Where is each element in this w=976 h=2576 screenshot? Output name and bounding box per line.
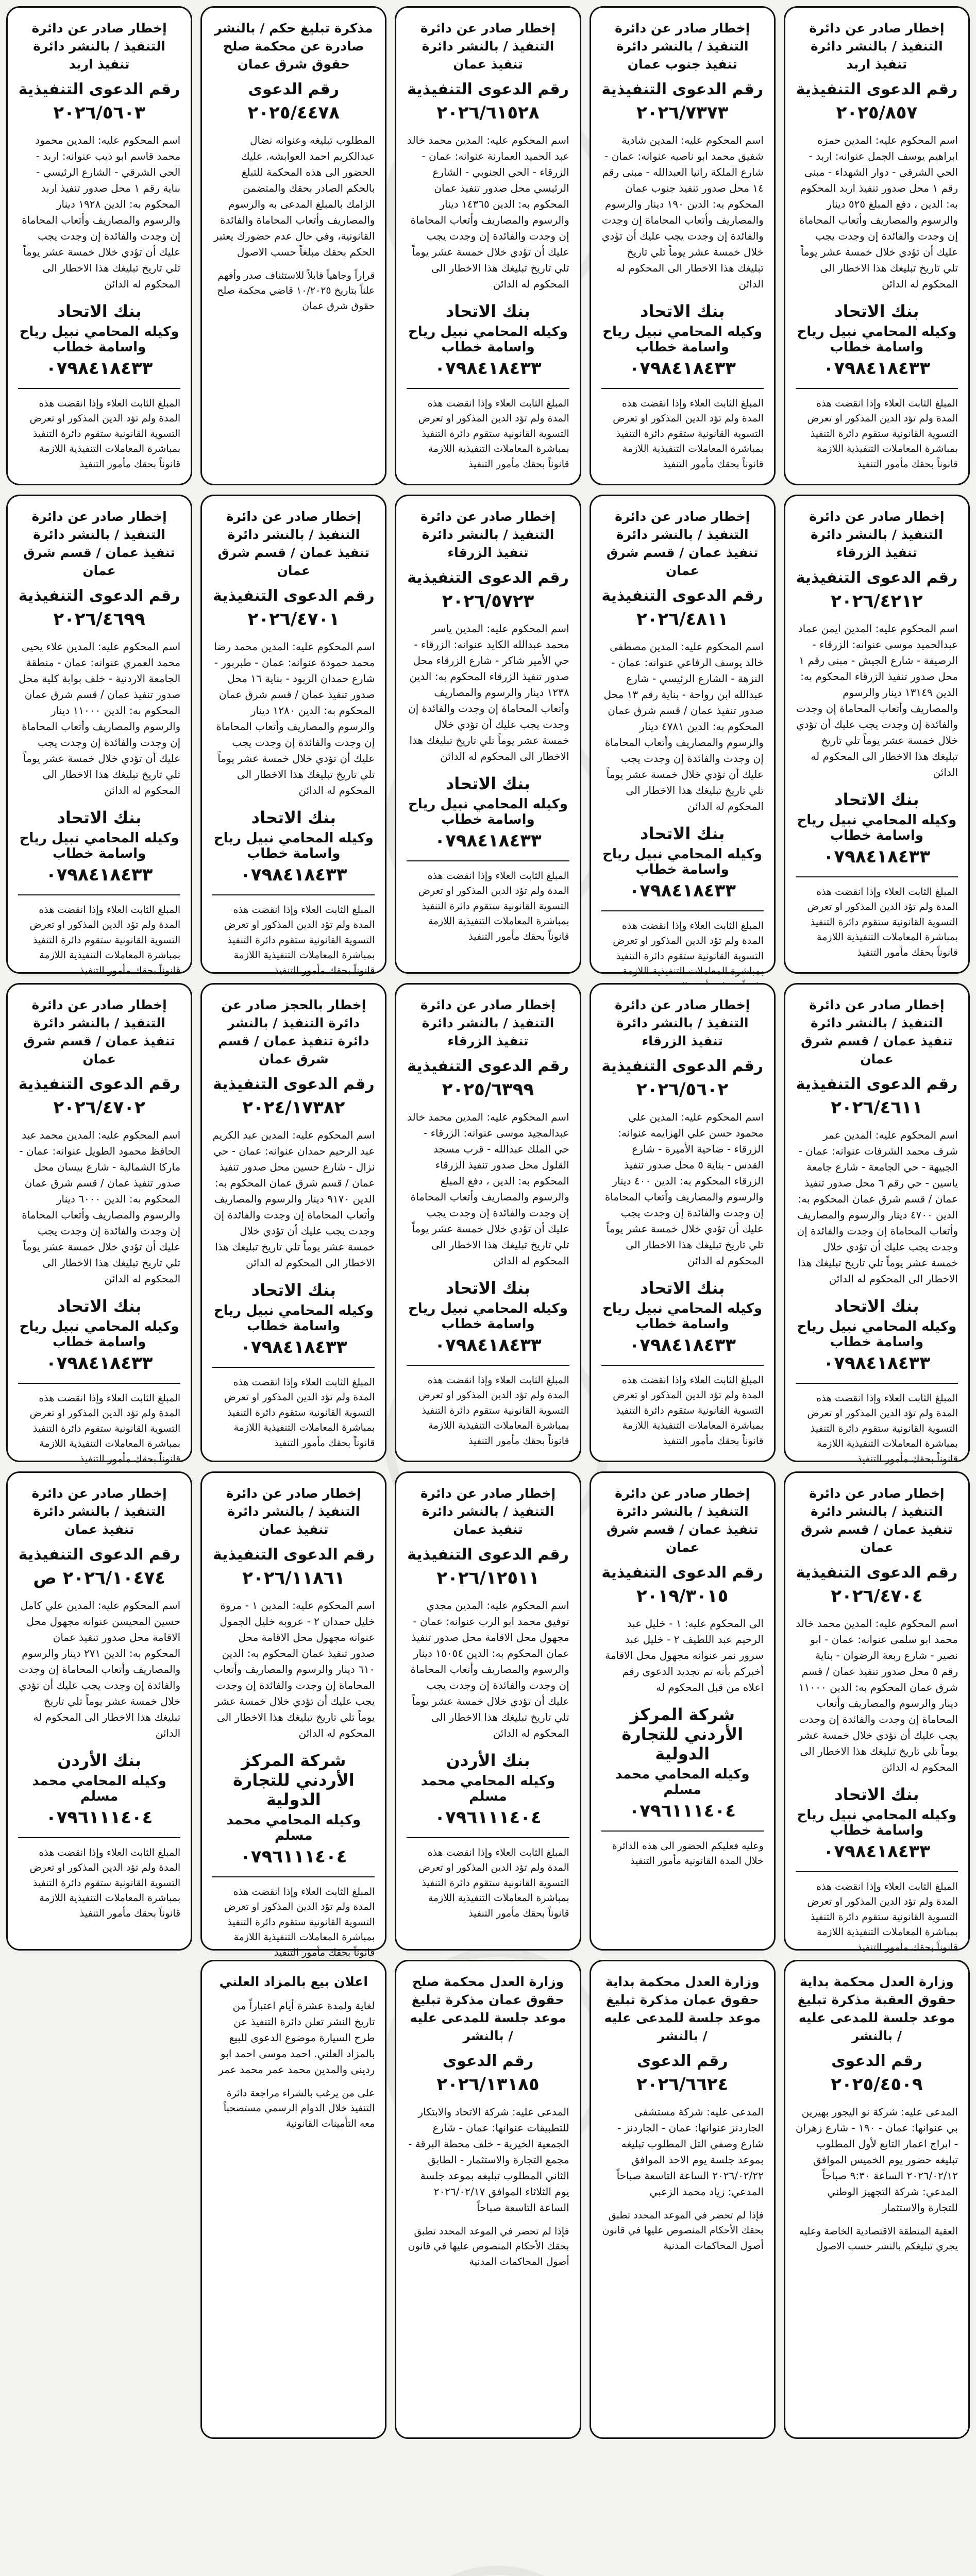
phone-number: ٠٧٩٦١١١٤٠٤: [45, 1807, 153, 1828]
notice-footer: قراراً وجاهياً قابلاً للاستئناف صدر وأفهم علناً بتاريخ ١٠/٢٠٢٥ قاضي محكمة صلح حقوق شرق عمان: [217, 270, 375, 312]
notice-header: إخطار صادر عن دائرة التنفيذ / بالنشر دائرة تنفيذ عمان / قسم شرق عمان: [606, 1486, 759, 1555]
creditor-name: بنك الأردن: [446, 1751, 530, 1770]
divider: [601, 1831, 764, 1832]
notice-body: اسم المحكوم عليه: المدين عمر شرف محمد الشرفات عنوانه: عمان - الجبيهة - حي الجامعة - شارع جامعة ياسين - حي رقم ٦ محل صدور تنفيذ عمان / قسم شرق عمان المحكوم به: الدين ٤٧٠٠ دينار والرسوم والمصاريف وأتعاب المحاماة إن وجدت والفائدة إن وجدت يجب عليك أن تؤدي خلال خمسة عشر يوماً تلي تاريخ تبليغك هذا الاخطار الى المحكوم له الدائن: [797, 1129, 958, 1285]
case-number: ٢٠٢٦/٥٦٠٢: [636, 1079, 729, 1100]
notice-box: [200, 495, 386, 974]
notice-box: [200, 1471, 386, 1958]
creditor-name: بنك الاتحاد: [834, 790, 919, 809]
creditor-name: بنك الاتحاد: [640, 301, 725, 321]
divider: [18, 388, 180, 389]
creditor-name: شركة المركز الأردني للتجارة الدولية: [621, 1705, 744, 1764]
notice-footer: على من يرغب بالشراء مراجعة دائرة التنفيذ خلال الدوام الرسمي مستصحباً معه التأمينات القانونية: [223, 2088, 375, 2129]
case-number: ٢٠٢٥/٤٥٠٩: [831, 2074, 923, 2095]
notice-body: اسم المحكوم عليه: المدين محمد خالد محمد ابو سلمى عنوانه: عمان - ابو نصير - شارع ربعة الرضوان - بناية رقم ٥ محل صدور تنفيذ عمان / قسم شرق عمان المحكوم به: الدين ١١٠٠٠ دينار والرسوم والمصاريف وأتعاب المحاماة إن وجدت والفائدة إن وجدت يجب عليك أن تؤدي خلال خمسة عشر يوماً تلي تاريخ تبليغك هذا الاخطار الى المحكوم له الدائن: [796, 1617, 958, 1773]
divider: [407, 1837, 569, 1838]
notice-header: إخطار صادر عن دائرة التنفيذ / بالنشر دائرة تنفيذ عمان / قسم شرق عمان: [801, 1486, 953, 1555]
phone-number: ٠٧٩٨٤١٨٤٣٣: [629, 880, 736, 901]
phone-number: ٠٧٩٨٤١٨٤٣٣: [823, 1353, 931, 1374]
divider: [407, 1365, 569, 1366]
divider: [601, 388, 764, 389]
creditor-name: بنك الاتحاد: [57, 1296, 142, 1316]
case-number: ٢٠٢٦/٦٦٢٤: [636, 2074, 729, 2095]
phone-number: ٠٧٩٨٤١٨٤٣٣: [823, 1841, 931, 1862]
case-number: ٢٠٢٦/٤٢١٢: [831, 591, 923, 612]
phone-number: ٠٧٩٨٤١٨٤٣٣: [823, 358, 931, 379]
notice-body: الى المحكوم عليه: ١ - خليل عبد الرحيم عبد اللطيف ٢ - خليل عبد سرور نمر عنوانه مجهول محل الاقامة أخبركم بأنه تم تجديد الدعوى رقم اعلاه من قبل المحكوم له: [605, 1617, 764, 1693]
phone-number: ٠٧٩٦١١١٤٠٤: [240, 1846, 347, 1867]
lawyer-name: وكيله المحامي محمد مسلم: [420, 1773, 556, 1804]
notice-header: إخطار صادر عن دائرة التنفيذ / بالنشر دائرة تنفيذ عمان / قسم شرق عمان: [217, 509, 370, 578]
case-number: ٢٠٢٦/٥٦٠٣: [53, 103, 145, 123]
creditor-name: بنك الاتحاد: [640, 1278, 725, 1298]
notice-subtitle: رقم الدعوى التنفيذية: [407, 1546, 569, 1564]
watermark-seal: [385, 2566, 610, 2576]
lawyer-name: وكيله المحامي نبيل رياح واسامة خطاب: [797, 812, 957, 843]
notice-box: [6, 6, 192, 485]
notice-body: اسم المحكوم عليه: المدين ايمن عماد عبدالحميد موسى عنوانه: الزرقاء - الرصيفة - شارع الجيش - مبنى رقم ١ محل صدور تنفيذ الزرقاء المحكوم به: الدين ١٣١٤٩ دينار والرسوم والمصاريف وأتعاب المحاماة إن وجدت والفائدة إن وجدت يجب عليك أن تؤدي خلال خمسة عشر يوماً تلي تاريخ تبليغك هذا الاخطار الى المحكوم له الدائن: [796, 622, 958, 778]
case-number: ٢٠٢٦/٤٨١١: [636, 609, 729, 630]
notice-header: إخطار بالحجز صادر عن دائرة التنفيذ / بالنشر دائرة تنفيذ عمان / قسم شرق عمان: [218, 997, 369, 1066]
notice-subtitle: رقم الدعوى التنفيذية: [212, 1546, 375, 1564]
notice-box: [590, 495, 776, 977]
notice-header: إخطار صادر عن دائرة التنفيذ / بالنشر دائرة تنفيذ اربد: [809, 21, 945, 72]
divider: [796, 1871, 958, 1872]
phone-number: ٠٧٩٨٤١٨٤٣٣: [45, 358, 153, 379]
notice-header: إخطار صادر عن دائرة التنفيذ / بالنشر دائرة تنفيذ عمان / قسم شرق عمان: [23, 509, 175, 578]
notice-header: إخطار صادر عن دائرة التنفيذ / بالنشر دائرة تنفيذ جنوب عمان: [615, 21, 750, 72]
notice-header: إخطار صادر عن دائرة التنفيذ / بالنشر دائرة تنفيذ عمان / قسم شرق عمان: [606, 509, 759, 578]
phone-number: ٠٧٩٨٤١٨٤٣٣: [45, 865, 153, 885]
notice-footer: المبلغ الثابت العلاء وإذا انقضت هذه المدة ولم تؤد الدين المذكور او تعرض التسوية القانونية ستقوم دائرة التنفيذ بمباشرة المعاملات التنفيذية اللازمة قانوناً بحقك مأمور التنفيذ: [418, 870, 569, 942]
notice-subtitle: رقم الدعوى التنفيذية: [18, 80, 180, 98]
notice-box: [200, 1960, 386, 2439]
notice-box: [784, 6, 970, 485]
divider: [18, 1383, 180, 1384]
phone-number: ٠٧٩٨٤١٨٤٣٣: [240, 1337, 347, 1358]
notice-header: إخطار صادر عن دائرة التنفيذ / بالنشر دائرة تنفيذ الزرقاء: [420, 509, 556, 560]
notice-box: [200, 6, 386, 485]
notice-header: إخطار صادر عن دائرة التنفيذ / بالنشر دائرة تنفيذ الزرقاء: [809, 509, 945, 560]
notice-body: اسم المحكوم عليه: المدين مجدي توفيق محمد ابو الرب عنوانه: عمان - مجهول محل الاقامة محل صدور تنفيذ عمان المحكوم به: الدين ١٥٠٥٤ دينار والرسوم والمصاريف وأتعاب المحاماة إن وجدت والفائدة إن وجدت يجب عليك أن تؤدي خلال خمسة عشر يوماً تلي تاريخ تبليغك هذا الاخطار الى المحكوم له الدائن: [410, 1599, 569, 1739]
notice-header: إخطار صادر عن دائرة التنفيذ / بالنشر دائرة تنفيذ عمان / قسم شرق عمان: [23, 997, 175, 1066]
phone-number: ٠٧٩٨٤١٨٤٣٣: [629, 1335, 736, 1355]
notice-header: إخطار صادر عن دائرة التنفيذ / بالنشر دائرة تنفيذ الزرقاء: [420, 997, 556, 1048]
notice-subtitle: رقم الدعوى: [636, 2052, 728, 2070]
notice-footer: المبلغ الثابت العلاء وإذا انقضت هذه المدة ولم تؤد الدين المذكور او تعرض التسوية القانونية ستقوم دائرة التنفيذ بمباشرة المعاملات التنفيذية اللازمة قانوناً بحقك مأمور التنفيذ: [224, 904, 375, 976]
phone-number: ٠٧٩٨٤١٨٤٣٣: [629, 358, 736, 379]
notice-footer: المبلغ الثابت العلاء وإذا انقضت هذه المدة ولم تؤد الدين المذكور او تعرض التسوية القانونية ستقوم دائرة التنفيذ بمباشرة المعاملات التنفيذية اللازمة قانوناً بحقك مأمور التنفيذ: [29, 1847, 181, 1919]
case-number: ٢٠٢٥/٤٤٧٨: [247, 103, 340, 123]
notice-footer: المبلغ الثابت العلاء وإذا انقضت هذه المدة ولم تؤد الدين المذكور او تعرض التسوية القانونية ستقوم دائرة التنفيذ بمباشرة المعاملات التنفيذية اللازمة قانوناً بحقك مأمور التنفيذ: [29, 398, 181, 470]
creditor-name: بنك الاتحاد: [251, 1280, 336, 1300]
creditor-name: بنك الاتحاد: [57, 301, 142, 321]
notice-footer: المبلغ الثابت العلاء وإذا انقضت هذه المدة ولم تؤد الدين المذكور او تعرض التسوية القانونية ستقوم دائرة التنفيذ بمباشرة المعاملات التنفيذية اللازمة قانوناً بحقك مأمور التنفيذ: [807, 886, 958, 958]
notice-footer: المبلغ الثابت العلاء وإذا انقضت هذه المدة ولم تؤد الدين المذكور او تعرض التسوية القانونية ستقوم دائرة التنفيذ بمباشرة المعاملات التنفيذية اللازمة قانوناً بحقك مأمور التنفيذ: [224, 1886, 375, 1958]
lawyer-name: وكيله المحامي نبيل رياح واسامة خطاب: [797, 1807, 957, 1838]
notice-subtitle: رقم الدعوى التنفيذية: [796, 569, 958, 587]
notice-footer: فإذا لم تحضر في الموعد المحدد تطبق بحقك الأحكام المنصوص عليها في قانون أصول المحاكمات المدنية: [602, 2210, 764, 2251]
notice-subtitle: رقم الدعوى التنفيذية: [18, 1546, 180, 1564]
divider: [601, 1365, 764, 1366]
notice-header: وزارة العدل محكمة بداية حقوق عمان مذكرة تبليغ موعد جلسة للمدعى عليه / بالنشر: [604, 1974, 761, 2043]
case-number: ٢٠٢٦/١١٨٦١: [242, 1568, 345, 1588]
notice-footer: العقبة المنطقة الاقتصادية الخاصة وعليه يجري تبليغكم بالنشر حسب الاصول: [799, 2226, 958, 2252]
phone-number: ٠٧٩٨٤١٨٤٣٣: [240, 865, 347, 885]
notice-subtitle: رقم الدعوى: [248, 80, 340, 98]
notice-body: لغاية ولمدة عشرة أيام اعتباراً من تاريخ النشر تعلن دائرة التنفيذ عن طرح السيارة موضوع الدعوى للبيع بالمزاد العلني. احمد موسى احمد ابو ردينى والمدين محمد عمر محمد عمر: [218, 1999, 375, 2076]
notice-header: إخطار صادر عن دائرة التنفيذ / بالنشر دائرة تنفيذ عمان / قسم شرق عمان: [801, 997, 953, 1066]
notice-footer: المبلغ الثابت العلاء وإذا انقضت هذه المدة ولم تؤد الدين المذكور او تعرض التسوية القانونية ستقوم دائرة التنفيذ بمباشرة المعاملات التنفيذية اللازمة قانوناً بحقك مأمور التنفيذ: [613, 398, 764, 470]
notice-subtitle: رقم الدعوى التنفيذية: [407, 80, 569, 98]
case-number: ٢٠٢٦/٤٧٠٢: [53, 1097, 145, 1118]
notice-body: اسم المحكوم عليه: المدين علي كامل حسين المحيسن عنوانه مجهول محل الاقامة محل صدور تنفيذ عمان المحكوم به: الدين ٢٧١ دينار والرسوم والمصاريف وأتعاب المحاماة إن وجدت والفائدة إن وجدت يجب عليك أن تؤدي خلال خمسة عشر يوماً تلي تاريخ تبليغك هذا الاخطار الى المحكوم له الدائن: [19, 1599, 181, 1739]
notice-subtitle: رقم الدعوى التنفيذية: [407, 1057, 569, 1075]
notice-box: [395, 983, 581, 1462]
divider: [796, 1383, 958, 1384]
notice-footer: المبلغ الثابت العلاء وإذا انقضت هذه المدة ولم تؤد الدين المذكور او تعرض التسوية القانونية ستقوم دائرة التنفيذ بمباشرة المعاملات التنفيذية اللازمة قانوناً بحقك مأمور التنفيذ: [29, 904, 181, 976]
notice-header: وزارة العدل محكمة صلح حقوق عمان مذكرة تبليغ موعد جلسة للمدعى عليه / بالنشر: [410, 1974, 566, 2043]
creditor-name: شركة المركز الأردني للتجارة الدولية: [232, 1751, 355, 1809]
notice-box: [590, 1471, 776, 1951]
creditor-name: بنك الاتحاد: [834, 1296, 919, 1316]
notice-subtitle: رقم الدعوى التنفيذية: [796, 1075, 958, 1093]
case-number: ٢٠٢٦/٤٦٩٩: [53, 609, 145, 630]
notice-body: اسم المحكوم عليه: المدين حمزه ابراهيم يوسف الجمل عنوانه: اربد - الحي الشرقي - دوار الشهداء - مبنى رقم ١ محل صدور تنفيذ اربد المحكوم به: الدين ، دفع المبلغ ٥٢٥ دينار والرسوم والمصاريف وأتعاب المحاماة إن وجدت والفائدة إن وجدت يجب عليك أن تؤدي خلال خمسة عشر يوماً تلي تاريخ تبليغك هذا الاخطار الى المحكوم له الدائن: [799, 134, 958, 290]
divider: [407, 388, 569, 389]
notice-body: اسم المحكوم عليه: المدين مصطفى خالد يوسف الرفاعي عنوانه: عمان - النزهة - الشارع الرئيسي - شارع عبدالله ابن رواحة - بناية رقم ١٣ محل صدور تنفيذ عمان / قسم شرق عمان المحكوم به: الدين ٤٧٨١ دينار والرسوم والمصاريف وأتعاب المحاماة إن وجدت والفائدة إن وجدت يجب عليك أن تؤدي خلال خمسة عشر يوماً تلي تاريخ تبليغك هذا الاخطار الى المحكوم له الدائن: [603, 640, 764, 812]
notice-header: وزارة العدل محكمة بداية حقوق العقبة مذكرة تبليغ موعد جلسة للمدعى عليه / بالنشر: [797, 1974, 956, 2043]
case-number: ٢٠٢٥/٨٥٧: [836, 103, 918, 123]
case-number: ٢٠٢٦/١٣١٨٥: [436, 2074, 540, 2095]
notice-subtitle: رقم الدعوى التنفيذية: [407, 569, 569, 587]
creditor-name: بنك الاتحاد: [445, 301, 531, 321]
lawyer-name: وكيله المحامي نبيل رياح واسامة خطاب: [797, 324, 957, 355]
notice-body: اسم المحكوم عليه: المدين محمد عبد الحافظ محمود الطويل عنوانه: عمان - ماركا الشمالية - شارع بيسان محل صدور تنفيذ عمان / قسم شرق عمان المحكوم به: الدين ٦٠٠٠ دينار والرسوم والمصاريف وأتعاب المحاماة إن وجدت والفائدة إن وجدت يجب عليك أن تؤدي خلال خمسة عشر يوماً تلي تاريخ تبليغك هذا الاخطار الى المحكوم له الدائن: [19, 1129, 181, 1285]
case-number: ٢٠١٩/٣٠١٥: [636, 1586, 729, 1606]
divider: [796, 876, 958, 877]
lawyer-name: وكيله المحامي نبيل رياح واسامة خطاب: [797, 1319, 957, 1350]
divider: [212, 1876, 375, 1877]
notice-subtitle: رقم الدعوى التنفيذية: [18, 1075, 180, 1093]
notice-subtitle: رقم الدعوى: [831, 2052, 922, 2070]
notice-box: [395, 1471, 581, 1951]
notice-subtitle: رقم الدعوى التنفيذية: [601, 80, 764, 98]
notice-subtitle: رقم الدعوى التنفيذية: [796, 80, 958, 98]
notice-body: اسم المحكوم عليه: المدين ياسر محمد عبدالله الكايد عنوانه: الزرقاء - حي الأمير شاكر - شارع الزرقاء محل صدور تنفيذ الزرقاء المحكوم به: الدين ١٢٣٨ دينار والرسوم والمصاريف وأتعاب المحاماة إن وجدت والفائدة إن وجدت يجب عليك أن تؤدي خلال خمسة عشر يوماً تلي تاريخ تبليغك هذا الاخطار الى المحكوم له الدائن: [408, 622, 569, 762]
lawyer-name: وكيله المحامي نبيل رياح واسامة خطاب: [602, 1301, 763, 1332]
notice-header: إخطار صادر عن دائرة التنفيذ / بالنشر دائرة تنفيذ عمان: [420, 1486, 556, 1537]
divider: [18, 1837, 180, 1838]
notice-header: مذكرة تبليغ حكم / بالنشر صادرة عن محكمة صلح حقوق شرق عمان: [214, 21, 373, 72]
lawyer-name: وكيله المحامي نبيل رياح واسامة خطاب: [408, 1301, 568, 1332]
creditor-name: بنك الأردن: [57, 1751, 142, 1770]
notice-body: اسم المحكوم عليه: المدين علاء يحيى محمد العمري عنوانه: عمان - منطقة الجامعة الاردنية - خلف بوابة كلية محل صدور تنفيذ عمان / قسم شرق عمان المحكوم به: الدين ١١٠٠٠ دينار والرسوم والمصاريف وأتعاب المحاماة إن وجدت والفائدة إن وجدت يجب عليك أن تؤدي خلال خمسة عشر يوماً تلي تاريخ تبليغك هذا الاخطار الى المحكوم له الدائن: [19, 640, 181, 796]
creditor-name: بنك الاتحاد: [57, 808, 142, 827]
creditor-name: بنك الاتحاد: [445, 1278, 531, 1298]
divider: [18, 894, 180, 895]
notice-footer: المبلغ الثابت العلاء وإذا انقضت هذه المدة ولم تؤد الدين المذكور او تعرض التسوية القانونية ستقوم دائرة التنفيذ بمباشرة المعاملات التنفيذية اللازمة قانوناً بحقك مأمور التنفيذ: [807, 1393, 958, 1465]
case-number: ٢٠٢٦/٥٧٢٣: [442, 591, 534, 612]
notice-subtitle: رقم الدعوى التنفيذية: [212, 1075, 375, 1093]
notice-footer: المبلغ الثابت العلاء وإذا انقضت هذه المدة ولم تؤد الدين المذكور او تعرض التسوية القانونية ستقوم دائرة التنفيذ بمباشرة المعاملات التنفيذية اللازمة قانوناً بحقك مأمور التنفيذ: [418, 1847, 569, 1919]
notice-body: المدعى عليه: شركة مستشفى الجاردنز عنوانها: عمان - الجاردنز - شارع وصفي التل المطلوب تبليغه بموعد جلسة يوم الاحد الموافق ٢٠٢٦/٠٢/٢٢ الساعة التاسعة صباحاً المدعي: زياد محمد الزعبي: [616, 2106, 764, 2198]
case-number: ٢٠٢٦/١٢٥١١: [436, 1568, 540, 1588]
phone-number: ٠٧٩٨٤١٨٤٣٣: [434, 358, 542, 379]
lawyer-name: وكيله المحامي نبيل رياح واسامة خطاب: [602, 324, 763, 355]
notice-body: المطلوب تبليغه وعنوانه نضال عبدالكريم احمد العوابشه. عليك الحضور الى هذه المحكمة للتبلغ بالحكم الصادر بحقك والمتضمن الزامك بالمبلغ المدعى به والرسوم والمصاريف وأتعاب المحاماة والفائدة القانونية، وفي حال عدم حضورك يعتبر الحكم بحقك مبلغاً حسب الاصول: [213, 134, 375, 258]
notice-box: [395, 495, 581, 974]
notice-subtitle: رقم الدعوى التنفيذية: [18, 587, 180, 605]
notice-header: إخطار صادر عن دائرة التنفيذ / بالنشر دائرة تنفيذ اربد: [31, 21, 167, 72]
divider: [407, 860, 569, 861]
phone-number: ٠٧٩٨٤١٨٤٣٣: [45, 1353, 153, 1374]
notice-footer: المبلغ الثابت العلاء وإذا انقضت هذه المدة ولم تؤد الدين المذكور او تعرض التسوية القانونية ستقوم دائرة التنفيذ بمباشرة المعاملات التنفيذية اللازمة قانوناً بحقك مأمور التنفيذ: [807, 398, 958, 470]
case-number: ٢٠٢٦/٤٧٠٤: [831, 1586, 923, 1606]
notice-header: إخطار صادر عن دائرة التنفيذ / بالنشر دائرة تنفيذ عمان: [226, 1486, 361, 1537]
creditor-name: بنك الاتحاد: [445, 774, 531, 793]
notice-body: اسم المحكوم عليه: المدين عبد الكريم عبد الرحيم حمدان عنوانه: عمان - حي نزال - شارع حسين محل صدور تنفيذ عمان / قسم شرق عمان المحكوم به: الدين ٩١٧٠ دينار والرسوم والمصاريف وأتعاب المحاماة إن وجدت والفائدة إن وجدت يجب عليك أن تؤدي خلال خمسة عشر يوماً تلي تاريخ تبليغك هذا الاخطار الى المحكوم له الدائن: [212, 1129, 375, 1269]
creditor-name: بنك الاتحاد: [834, 301, 919, 321]
case-number: ٢٠٢٦/١٠٤٧٤ ص: [33, 1568, 165, 1588]
notice-footer: المبلغ الثابت العلاء وإذا انقضت هذه المدة ولم تؤد الدين المذكور او تعرض التسوية القانونية ستقوم دائرة التنفيذ بمباشرة المعاملات التنفيذية اللازمة قانوناً بحقك مأمور التنفيذ: [807, 1881, 958, 1953]
notice-body: اسم المحكوم عليه: المدين محمد خالد عبد الحميد العمارنة عنوانه: عمان - الزرقاء - الحي الجنوبي - الشارع الرئيسي محل صدور تنفيذ عمان المحكوم به: الدين ١٤٣٦٥ دينار والرسوم والمصاريف وأتعاب المحاماة إن وجدت والفائدة إن وجدت يجب عليك أن تؤدي خلال خمسة عشر يوماً تلي تاريخ تبليغك هذا الاخطار الى المحكوم له الدائن: [407, 134, 569, 290]
notice-subtitle: رقم الدعوى التنفيذية: [601, 1564, 764, 1582]
notice-body: اسم المحكوم عليه: المدين محمود محمد قاسم ابو ذيب عنوانه: اربد - الحي الشرقي - الشارع الرئيسي - بناية رقم ١ محل صدور تنفيذ اربد المحكوم به: الدين ١٩٢٨ دينار والرسوم والمصاريف وأتعاب المحاماة إن وجدت والفائدة إن وجدت يجب عليك أن تؤدي خلال خمسة عشر يوماً تلي تاريخ تبليغك هذا الاخطار الى المحكوم له الدائن: [22, 134, 181, 290]
lawyer-name: وكيله المحامي محمد مسلم: [226, 1812, 361, 1843]
notice-box: [6, 1471, 192, 1951]
phone-number: ٠٧٩٦١١١٤٠٤: [434, 1807, 542, 1828]
case-number: ٢٠٢٦/٧٣٧٣: [636, 103, 729, 123]
notice-body: المدعى عليه: شركة الاتحاد والابتكار للتطبيقات عنوانها: عمان - شارع الجمعية الخيرية - خلف محطة البرقة - مجمع التجارة والاستثمار - الطابق الثاني المطلوب تبليغه بموعد جلسة يوم الثلاثاء الموافق ٢٠٢٦/٠٢/١٧ الساعة التاسعة صباحاً: [408, 2106, 569, 2214]
notice-box: [784, 1960, 970, 2439]
notice-body: اسم المحكوم عليه: المدين علي محمود حسن علي الهزايمه عنوانه: الزرقاء - ضاحية الأميرة - شارع القدس - بناية ٥ محل صدور تنفيذ الزرقاء المحكوم به: الدين ٤٠٠ دينار والرسوم والمصاريف وأتعاب المحاماة إن وجدت والفائدة إن وجدت يجب عليك أن تؤدي خلال خمسة عشر يوماً تلي تاريخ تبليغك هذا الاخطار الى المحكوم له الدائن: [604, 1111, 764, 1267]
notice-body: اسم المحكوم عليه: المدين شادية شفيق محمد ابو ناصيه عنوانه: عمان - شارع الملكة رانيا العبدالله - مبنى رقم ١٤ محل صدور تنفيذ جنوب عمان المحكوم به: الدين ١٩٠ دينار والرسوم والمصاريف وأتعاب المحاماة إن وجدت والفائدة إن وجدت يجب عليك أن تؤدي خلال خمسة عشر يوماً تلي تاريخ تبليغك هذا الاخطار الى المحكوم له الدائن: [601, 134, 764, 290]
notice-box: [784, 495, 970, 974]
lawyer-name: وكيله المحامي نبيل رياح واسامة خطاب: [408, 796, 568, 827]
notice-body: اسم المحكوم عليه: المدين محمد خالد عبدالمجيد موسى عنوانه: الزرقاء - حي الملك عبدالله - قرب مسجد القلول محل صدور تنفيذ الزرقاء المحكوم به: الدين ، دفع المبلغ والرسوم والمصاريف وأتعاب المحاماة إن وجدت والفائدة إن وجدت يجب عليك أن تؤدي خلال خمسة عشر يوماً تلي تاريخ تبليغك هذا الاخطار الى المحكوم له الدائن: [407, 1111, 569, 1267]
divider: [212, 1367, 375, 1368]
phone-number: ٠٧٩٨٤١٨٤٣٣: [823, 846, 931, 867]
notices-grid: [6, 6, 970, 2439]
case-number: ٢٠٢٦/٤٦١١: [831, 1097, 923, 1118]
phone-number: ٠٧٩٨٤١٨٤٣٣: [434, 831, 542, 851]
notice-body: المدعى عليه: شركة نو اليجور بهيرين بي عنوانها: عمان - ١٩٠ - شارع زهران - ابراج اعمار التابع لأول المطلوب تبليغه حضور يوم الخميس الموافق ٢٠٢٦/٠٢/١٢ الساعة ٩:٣٠ صباحاً المدعي: شركة التجهيز الوطني للتجارة والاستثمار: [795, 2106, 958, 2214]
notice-header: إخطار صادر عن دائرة التنفيذ / بالنشر دائرة تنفيذ الزرقاء: [615, 997, 750, 1048]
lawyer-name: وكيله المحامي نبيل رياح واسامة خطاب: [213, 1303, 374, 1334]
notice-box: [590, 1960, 776, 2439]
notice-subtitle: رقم الدعوى التنفيذية: [601, 1057, 764, 1075]
notice-footer: المبلغ الثابت العلاء وإذا انقضت هذه المدة ولم تؤد الدين المذكور او تعرض التسوية القانونية ستقوم دائرة التنفيذ بمباشرة المعاملات التنفيذية اللازمة قانوناً بحقك مأمور التنفيذ: [29, 1393, 181, 1465]
case-number: ٢٠٢٦/٦١٥٢٨: [436, 103, 540, 123]
notice-footer: المبلغ الثابت العلاء وإذا انقضت هذه المدة ولم تؤد الدين المذكور او تعرض التسوية القانونية ستقوم دائرة التنفيذ بمباشرة المعاملات التنفيذية اللازمة قانوناً بحقك مأمور التنفيذ: [613, 1375, 764, 1447]
notice-subtitle: رقم الدعوى التنفيذية: [796, 1564, 958, 1582]
notice-subtitle: رقم الدعوى التنفيذية: [601, 587, 764, 605]
notice-box: [395, 6, 581, 485]
notice-body: اسم المحكوم عليه: المدين ١ - مروة خليل حمدان ٢ - عروبه خليل الجمول عنوانه مجهول محل الاقامة محل صدور تنفيذ عمان المحكوم به: الدين ٦١٠ دينار والرسوم والمصاريف وأتعاب المحاماة إن وجدت والفائدة إن وجدت يجب عليك أن تؤدي خلال خمسة عشر يوماً تلي تاريخ تبليغك هذا الاخطار الى المحكوم له الدائن: [213, 1599, 375, 1739]
notice-header: اعلان بيع بالمزاد العلني: [219, 1974, 368, 1989]
notice-box: [784, 1471, 970, 1951]
lawyer-name: وكيله المحامي نبيل رياح واسامة خطاب: [19, 324, 179, 355]
lawyer-name: وكيله المحامي محمد مسلم: [32, 1773, 166, 1804]
notice-subtitle: رقم الدعوى: [442, 2052, 534, 2070]
lawyer-name: وكيله المحامي محمد مسلم: [615, 1767, 750, 1798]
notice-box: [200, 983, 386, 1462]
phone-number: ٠٧٩٨٤١٨٤٣٣: [434, 1335, 542, 1355]
lawyer-name: وكيله المحامي نبيل رياح واسامة خطاب: [19, 1319, 179, 1350]
notice-footer: وعليه فعليكم الحضور الى هذه الدائرة خلال المدة القانونية مأمور التنفيذ: [612, 1840, 764, 1867]
notice-subtitle: رقم الدعوى التنفيذية: [212, 587, 375, 605]
notice-box: [590, 6, 776, 485]
notice-body: اسم المحكوم عليه: المدين محمد رضا محمد حمودة عنوانه: عمان - طبربور - شارع حمدان الزيود - بناية ١٦ محل صدور تنفيذ عمان / قسم شرق عمان المحكوم به: الدين ١٢٨٠ دينار والرسوم والمصاريف وأتعاب المحاماة إن وجدت والفائدة إن وجدت يجب عليك أن تؤدي خلال خمسة عشر يوماً تلي تاريخ تبليغك هذا الاخطار الى المحكوم له الدائن: [214, 640, 375, 796]
lawyer-name: وكيله المحامي نبيل رياح واسامة خطاب: [602, 846, 763, 877]
divider: [796, 388, 958, 389]
lawyer-name: وكيله المحامي نبيل رياح واسامة خطاب: [213, 831, 374, 861]
case-number: ٢٠٢٦/٤٧٠١: [247, 609, 340, 630]
notice-footer: فإذا لم تحضر في الموعد المحدد تطبق بحقك الأحكام المنصوص عليها في قانون أصول المحاكمات المدنية: [408, 2226, 569, 2267]
notice-header: إخطار صادر عن دائرة التنفيذ / بالنشر دائرة تنفيذ عمان: [31, 1486, 167, 1537]
lawyer-name: وكيله المحامي نبيل رياح واسامة خطاب: [19, 831, 179, 861]
divider: [601, 910, 764, 911]
creditor-name: بنك الاتحاد: [834, 1785, 919, 1804]
notice-header: إخطار صادر عن دائرة التنفيذ / بالنشر دائرة تنفيذ عمان: [420, 21, 556, 72]
notice-footer: المبلغ الثابت العلاء وإذا انقضت هذه المدة ولم تؤد الدين المذكور او تعرض التسوية القانونية ستقوم دائرة التنفيذ بمباشرة المعاملات التنفيذية اللازمة قانوناً بحقك مأمور التنفيذ: [224, 1377, 375, 1449]
phone-number: ٠٧٩٦١١١٤٠٤: [629, 1801, 736, 1821]
notice-box: [6, 983, 192, 1465]
notice-box: [590, 983, 776, 1462]
notice-box: [784, 983, 970, 1465]
case-number: ٢٠٢٤/١٧٣٨٢: [242, 1097, 345, 1118]
case-number: ٢٠٢٥/٦٣٩٩: [442, 1079, 534, 1100]
notice-footer: المبلغ الثابت العلاء وإذا انقضت هذه المدة ولم تؤد الدين المذكور او تعرض التسوية القانونية ستقوم دائرة التنفيذ بمباشرة المعاملات التنفيذية اللازمة قانوناً بحقك مأمور التنفيذ: [418, 1375, 569, 1447]
notice-footer: المبلغ الثابت العلاء وإذا انقضت هذه المدة ولم تؤد الدين المذكور او تعرض التسوية القانونية ستقوم دائرة التنفيذ بمباشرة المعاملات التنفيذية اللازمة قانوناً بحقك مأمور التنفيذ: [418, 398, 569, 470]
divider: [212, 894, 375, 895]
lawyer-name: وكيله المحامي نبيل رياح واسامة خطاب: [408, 324, 568, 355]
notice-box: [6, 495, 192, 974]
creditor-name: بنك الاتحاد: [251, 808, 336, 827]
creditor-name: بنك الاتحاد: [640, 824, 725, 843]
notice-box: [395, 1960, 581, 2439]
notice-footer: المبلغ الثابت العلاء وإذا انقضت هذه المدة ولم تؤد الدين المذكور او تعرض التسوية القانونية ستقوم دائرة التنفيذ بمباشرة المعاملات التنفيذية اللازمة: [613, 920, 764, 977]
